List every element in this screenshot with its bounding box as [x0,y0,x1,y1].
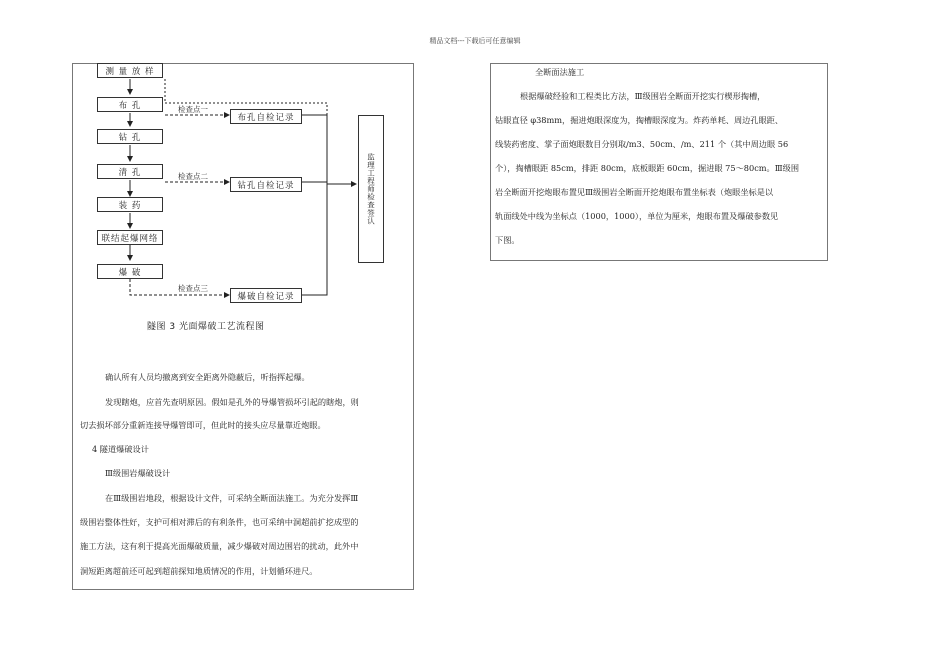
right-line-4: 个），掏槽眼距 85cm，排距 80cm，底板眼距 60cm，掘进眼 75～80cm。Ⅲ级围 [495,163,800,173]
figure-caption: 隧图 3 光面爆破工艺流程图 [147,322,265,332]
flow-step-connect-network: 联结起爆网络 [97,230,163,245]
right-line-2: 钻眼直径 φ38mm，掘进炮眼深度为，掏槽眼深度为。炸药单耗、周边孔眼距、 [495,115,784,125]
right-line-5: 岩全断面开挖炮眼布置见Ⅲ级围岩全断面开挖炮眼布置坐标表（炮眼坐标是以 [495,187,774,197]
paragraph-misfire-line2: 切去损坏部分重新连接导爆管即可，但此时的接头应尽量靠近炮眼。 [80,420,326,430]
paragraph-misfire-line1: 发现瞎炮，应首先查明原因。假如是孔外的导爆管损坏引起的瞎炮，则 [105,397,359,407]
right-line-1: 根据爆破经验和工程类比方法，Ⅲ级围岩全断面开挖实行楔形掏槽， [520,91,766,101]
flow-step-layout-holes: 布 孔 [97,97,163,112]
record-drilling: 钻孔自检记录 [230,177,302,192]
paragraph-grade3-line4: 洞短距离超前还可起到超前探知地质情况的作用，计划循环进尺。 [80,566,318,576]
checkpoint-1: 检查点一 [178,105,208,114]
supervisor-check-box: 监理工程师检查签认 [358,115,384,263]
right-line-6: 轨面线处中线为坐标点（1000，1000），单位为厘米，炮眼布置及爆破参数见 [495,211,779,221]
flow-step-blast: 爆 破 [97,264,163,279]
record-blasting: 爆破自检记录 [230,288,302,303]
flow-step-charge: 装 药 [97,197,163,212]
flow-step-drill: 钻 孔 [97,129,163,144]
flow-step-survey: 测 量 放 样 [97,63,163,78]
right-line-7: 下图。 [495,235,520,245]
subsection-heading-grade3: Ⅲ级围岩爆破设计 [105,468,171,478]
paragraph-grade3-line3: 施工方法，这有利于提高光面爆破质量，减少爆破对周边围岩的扰动，此外中 [80,541,359,551]
paragraph-grade3-line1: 在Ⅲ级围岩地段，根据设计文件，可采纳全断面法施工。为充分发挥Ⅲ [105,493,359,503]
right-title: 全断面法施工 [535,67,585,77]
section-heading-blasting-design: 4 隧道爆破设计 [92,444,149,454]
paragraph-evacuation: 确认所有人员均撤离到安全距离外隐蔽后，听指挥起爆。 [105,372,310,382]
flow-step-clean-holes: 清 孔 [97,164,163,179]
paragraph-grade3-line2: 级围岩整体性好，支护可相对滞后的有利条件，也可采纳中洞超前扩挖成型的 [80,517,359,527]
record-layout-holes: 布孔自检记录 [230,109,302,124]
header-note: 精品文档---下载后可任意编辑 [429,37,521,45]
checkpoint-3: 检查点三 [178,284,208,293]
right-line-3: 线装药密度、掌子面炮眼数目分别取/m3、50cm、/m、211 个（其中周边眼 56 [495,139,789,149]
checkpoint-2: 检查点二 [178,172,208,181]
